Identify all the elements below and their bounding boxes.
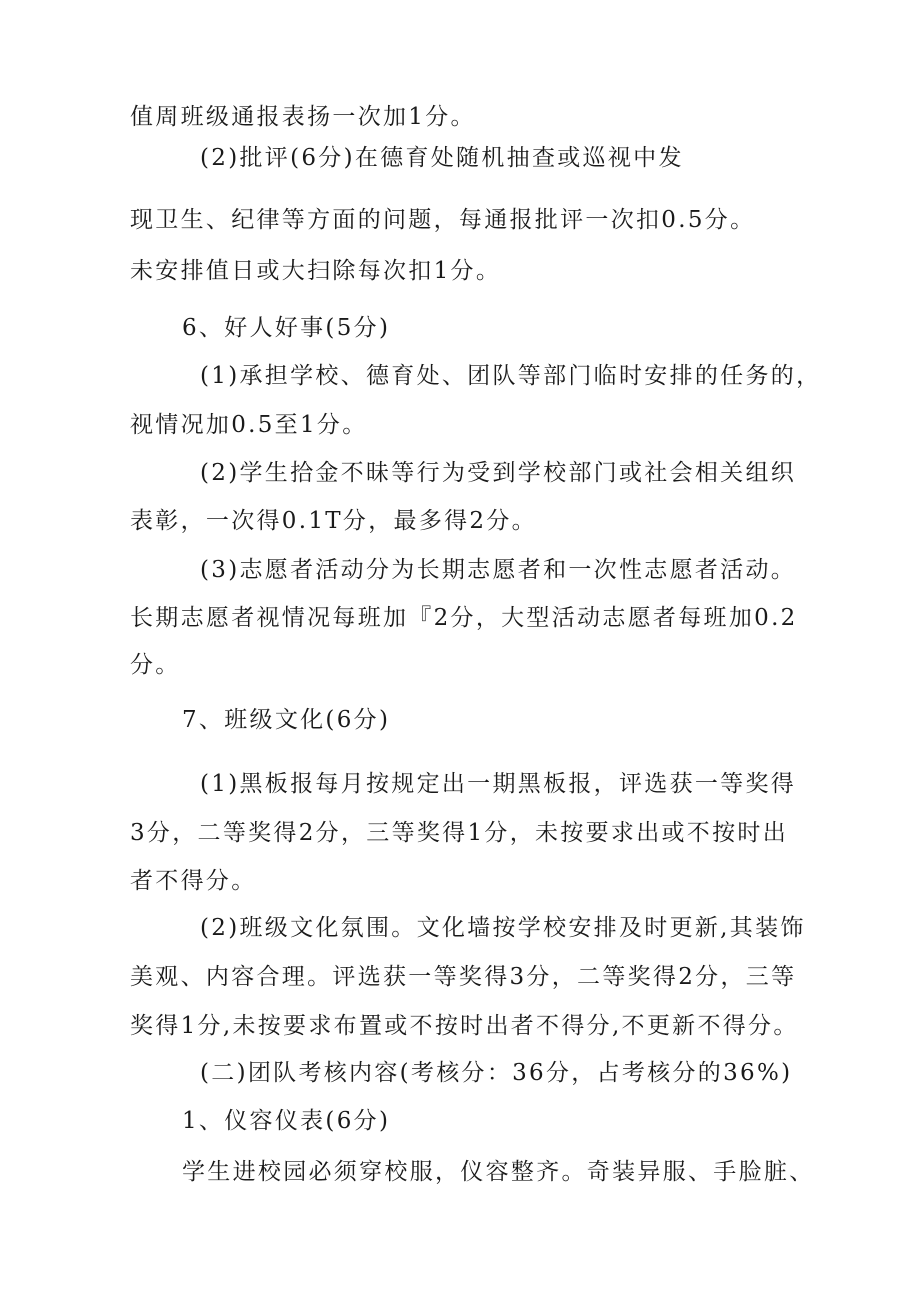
- text-line-16: 者不得分。: [130, 868, 257, 894]
- text-line-6: (1)承担学校、德育处、团队等部门临时安排的任务的，: [200, 363, 822, 389]
- section-heading-6: 6、好人好事(5分): [182, 315, 391, 341]
- text-line-9: 表彰，一次得0.1T分，最多得2分。: [130, 508, 537, 534]
- text-line-11: 长期志愿者视情况每班加『2分，大型活动志愿者每班加0.2: [130, 605, 798, 631]
- text-line-8: (2)学生拾金不昧等行为受到学校部门或社会相关组织: [200, 460, 797, 486]
- text-line-12: 分。: [130, 652, 181, 678]
- text-line-15: 3分，二等奖得2分，三等奖得1分，未按要求出或不按时出: [130, 820, 788, 846]
- text-line-19: 奖得1分,未按要求布置或不按时出者不得分,不更新不得分。: [130, 1013, 799, 1039]
- section-heading-2: (二)团队考核内容(考核分：36分，占考核分的36%): [200, 1060, 793, 1086]
- text-line-1: 值周班级通报表扬一次加1分。: [130, 104, 476, 130]
- section-heading-7: 7、班级文化(6分): [182, 707, 391, 733]
- text-line-10: (3)志愿者活动分为长期志愿者和一次性志愿者活动。: [200, 557, 797, 583]
- text-line-2: (2)批评(6分)在德育处随机抽查或巡视中发: [200, 145, 684, 171]
- text-line-18: 美观、内容合理。评选获一等奖得3分，二等奖得2分，三等: [130, 964, 797, 990]
- section-heading-1: 1、仪容仪表(6分): [182, 1108, 391, 1134]
- text-line-7: 视情况加0.5至1分。: [130, 412, 368, 438]
- text-line-3: 现卫生、纪律等方面的问题，每通报批评一次扣0.5分。: [130, 207, 756, 233]
- text-line-17: (2)班级文化氛围。文化墙按学校安排及时更新,其装饰: [200, 915, 806, 941]
- text-line-4: 未安排值日或大扫除每次扣1分。: [130, 258, 502, 284]
- text-line-14: (1)黑板报每月按规定出一期黑板报，评选获一等奖得: [200, 771, 797, 797]
- text-line-22: 学生进校园必须穿校服，仪容整齐。奇装异服、手脸脏、: [182, 1159, 815, 1185]
